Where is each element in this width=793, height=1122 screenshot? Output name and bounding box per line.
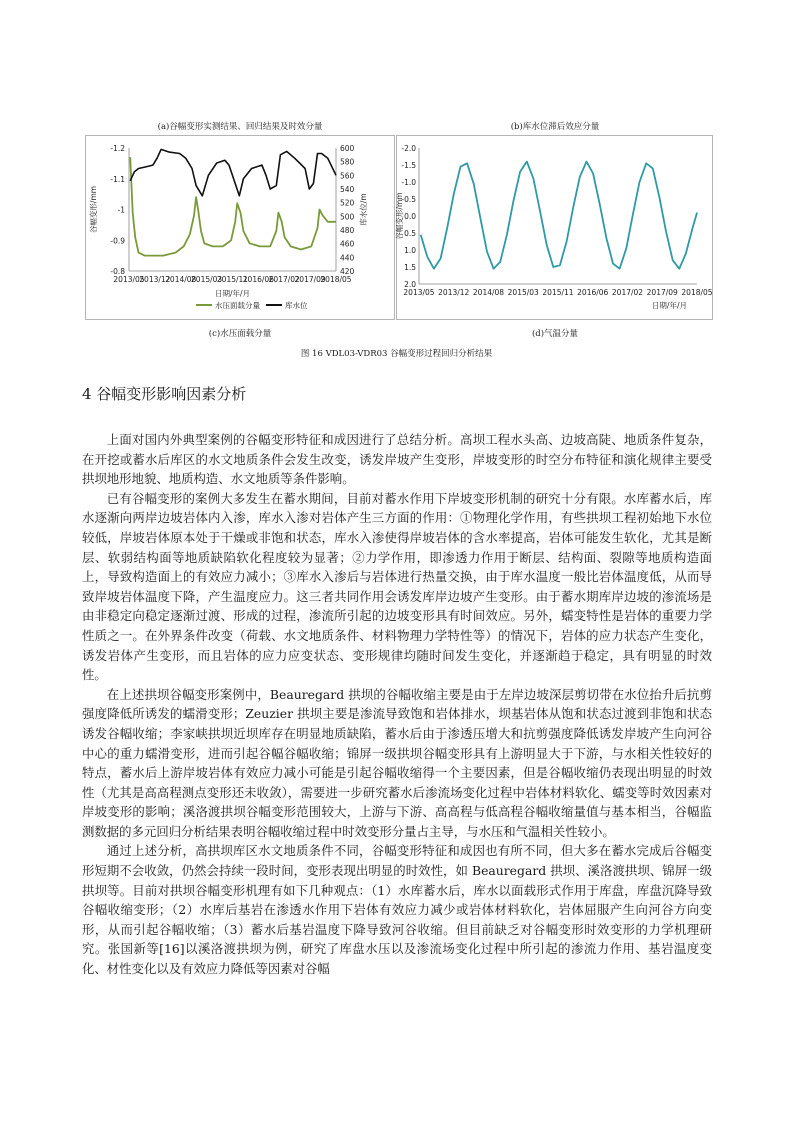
x-tick-label: 2015/03 [191, 275, 223, 284]
x-tick-label: 2015/03 [507, 288, 539, 297]
subfigure-caption-b: (b)库水位滞后效应分量 [510, 122, 600, 132]
x-tick-label: 2015/11 [216, 275, 249, 284]
y-tick-label: -0.5 [401, 195, 416, 204]
y-tick-label: 2.0 [404, 280, 416, 289]
x-tick-label: 2013/12 [438, 288, 470, 297]
paragraph: 通过上述分析，高拱坝库区水文地质条件不同，谷幅变形特征和成因也有所不同，但大多在蓄水完成后谷幅变形短期不会收敛，仍然会持续一段时间，变形表现出明显的时效性，如 Beauregard 拱坝、溪洛渡拱坝、锦屏一级拱坝等。目前对拱坝谷幅变形机理有如下几种观点：（1）水库蓄水后，库水以面载形式作用于库盘，库盘沉降导致谷幅收缩变形；（2）水库后基岩在渗透水作用下岩体有效应力减少或岩体材料软化，岩体屈服产生向河谷方向变形，从而引起谷幅收缩；（3）蓄水后基岩温度下降导致河谷收缩。但目前缺乏对谷幅变形时效变形的力学机理研究。张国新等[16]以溪洛渡拱坝为例，研究了库盘水压以及渗流场变化过程中所引起的渗流力作用、基岩温度变化、材性变化以及有效应力降低等因素对谷幅 [82, 843, 712, 977]
y-tick-label: 0.5 [404, 229, 416, 238]
y-tick-label: 0.0 [404, 212, 416, 221]
y-tick-label: -0.9 [110, 236, 125, 246]
x-tick-label: 2017/09 [646, 288, 678, 297]
subfigure-caption-c: (c)水压面载分量 [208, 329, 272, 339]
y-tick-label: -1.1 [110, 174, 125, 184]
x-tick-label: 2016/06 [242, 275, 274, 284]
y2-tick-label: 540 [340, 185, 355, 194]
y2-tick-label: 560 [340, 171, 355, 181]
series-line-lag-effect [421, 162, 697, 269]
chart-a [86, 136, 394, 319]
legend-label: 库水位 [285, 301, 308, 310]
y-axis-label: 谷幅变形/mm [395, 192, 404, 240]
x-tick-label: 2016/06 [577, 288, 609, 297]
x-tick-label: 2017/02 [268, 275, 300, 284]
y-tick-label: -2.0 [401, 144, 416, 153]
y-axis-label: 谷幅变形/mm [89, 185, 98, 234]
paragraph: 上面对国内外典型案例的谷幅变形特征和成因进行了总结分析。高坝工程水头高、边坡高陡、地质条件复杂，在开挖或蓄水后库区的水文地质条件会发生改变，诱发岸坡产生变形，岸坡变形的时空分布特征和演化规律主要受拱坝地形地貌、地质构造、水文地质等条件影响。 [82, 432, 712, 487]
x-tick-label: 2017/02 [611, 288, 644, 297]
series-line-water-level [130, 149, 336, 195]
subfigure-caption-d: (d)气温分量 [531, 329, 579, 339]
x-tick-label: 2018/05 [681, 288, 713, 297]
y-tick-label: -1.0 [401, 178, 416, 187]
y-tick-label: -1.5 [401, 161, 416, 170]
x-tick-label: 2013/05 [403, 288, 435, 297]
x-tick-label: 2014/08 [472, 288, 505, 297]
paragraph: 在上述拱坝谷幅变形案例中，Beauregard 拱坝的谷幅收缩主要是由于左岸边坡深层剪切带在水位抬升后抗剪强度降低所诱发的蠕滑变形；Zeuzier 拱坝主要是渗流导致饱和岩体排水，坝基岩体从饱和状态过渡到非饱和状态诱发谷幅收缩；李家峡拱坝近坝库存在明显地质缺陷，蓄水后由于渗透压增大和抗剪强度降低诱发岸坡产生向河谷中心的重力蠕滑变形，进而引起谷幅谷幅收缩；锦屏一级拱坝谷幅变形具有上游明显大于下游，与水相关性较好的特点，蓄水后上游岸坡岩体有效应力减小可能是引起谷幅收缩得一个主要因素，但是谷幅收缩仍表现出明显的时效性（尤其是高高程测点变形还未收敛），需要进一步研究蓄水后渗流场变化过程中岩体材料软化、蠕变等时效因素对岸坡变形的影响；溪洛渡拱坝谷幅变形范围较大，上游与下游、高高程与低高程谷幅收缩量值与基本相当，谷幅监测数据的多元回归分析结果表明谷幅收缩过程中时效变形分量占主导，与水压和气温相关性较小。 [82, 686, 712, 839]
figure-title: 图 16 VDL03-VDR03 谷幅变形过程回归分析结果 [300, 349, 493, 359]
section-heading: 4 谷幅变形影响因素分析 [82, 385, 247, 403]
y2-axis-label: 库水位/m [359, 193, 368, 226]
x-tick-label: 2014/08 [165, 275, 197, 284]
y2-tick-label: 480 [340, 226, 355, 235]
x-tick-label: 2013/12 [139, 275, 171, 284]
paragraph: 已有谷幅变形的案例大多发生在蓄水期间，目前对蓄水作用下岸坡变形机制的研究十分有限。水库蓄水后，库水逐渐向两岸边坡岩体内入渗，库水入渗对岩体产生三方面的作用：①物理化学作用，有些拱坝工程初始地下水位较低，岸坡岩体原本处于干燥或非饱和状态，库水入渗使得岸坡岩体的含水率提高，岩体可能发生软化，尤其是断层、软弱结构面等地质缺陷软化程度较为显著；②力学作用，即渗透力作用于断层、结构面、裂隙等地质构造面上，导致构造面上的有效应力减小；③库水入渗后与岩体进行热量交换，由于库水温度一般比岩体温度低，从而导致岸坡岩体温度下降，产生温度应力。这三者共同作用会诱发库岸边坡产生变形。由于蓄水期库岸边坡的渗流场是由非稳定向稳定逐渐过渡、形成的过程，渗流所引起的边坡变形具有时间效应。另外，蠕变特性是岩体的重要力学性质之一。在外界条件改变（荷载、水文地质条件、材料物理力学特性等）的情况下，岩体的应力状态产生变化，诱发岩体产生变形，而且岩体的应力应变状态、变形规律均随时间发生变化，并逐渐趋于稳定，具有明显的时效性。 [82, 490, 712, 683]
y2-tick-label: 420 [340, 267, 355, 276]
y-tick-label: -0.8 [110, 267, 125, 276]
chart-a-frame [85, 135, 395, 320]
y-tick-label: -1.2 [110, 144, 125, 153]
chart-b [397, 136, 712, 319]
y2-tick-label: 500 [340, 212, 355, 222]
legend-label: 水压面载分量 [215, 301, 260, 310]
x-axis-label: 日期/年/月 [214, 289, 251, 298]
y-tick-label: -1 [117, 205, 125, 215]
subfigure-caption-a: (a)谷幅变形实测结果、回归结果及时效分量 [157, 122, 323, 132]
x-tick-label: 2018/05 [320, 275, 352, 284]
y2-tick-label: 460 [340, 239, 355, 249]
y2-tick-label: 520 [340, 198, 355, 208]
x-tick-label: 2017/09 [294, 275, 326, 284]
x-tick-label: 2013/05 [113, 275, 145, 284]
y2-tick-label: 440 [340, 253, 355, 263]
x-axis-label: 日期/年/月 [651, 301, 687, 310]
y2-tick-label: 580 [340, 157, 355, 167]
chart-b-frame [396, 135, 713, 320]
body-text [82, 430, 712, 979]
x-tick-label: 2015/11 [542, 288, 574, 297]
y2-tick-label: 600 [340, 144, 355, 153]
y-tick-label: 1.5 [404, 263, 416, 272]
y-tick-label: 1.0 [404, 246, 416, 255]
